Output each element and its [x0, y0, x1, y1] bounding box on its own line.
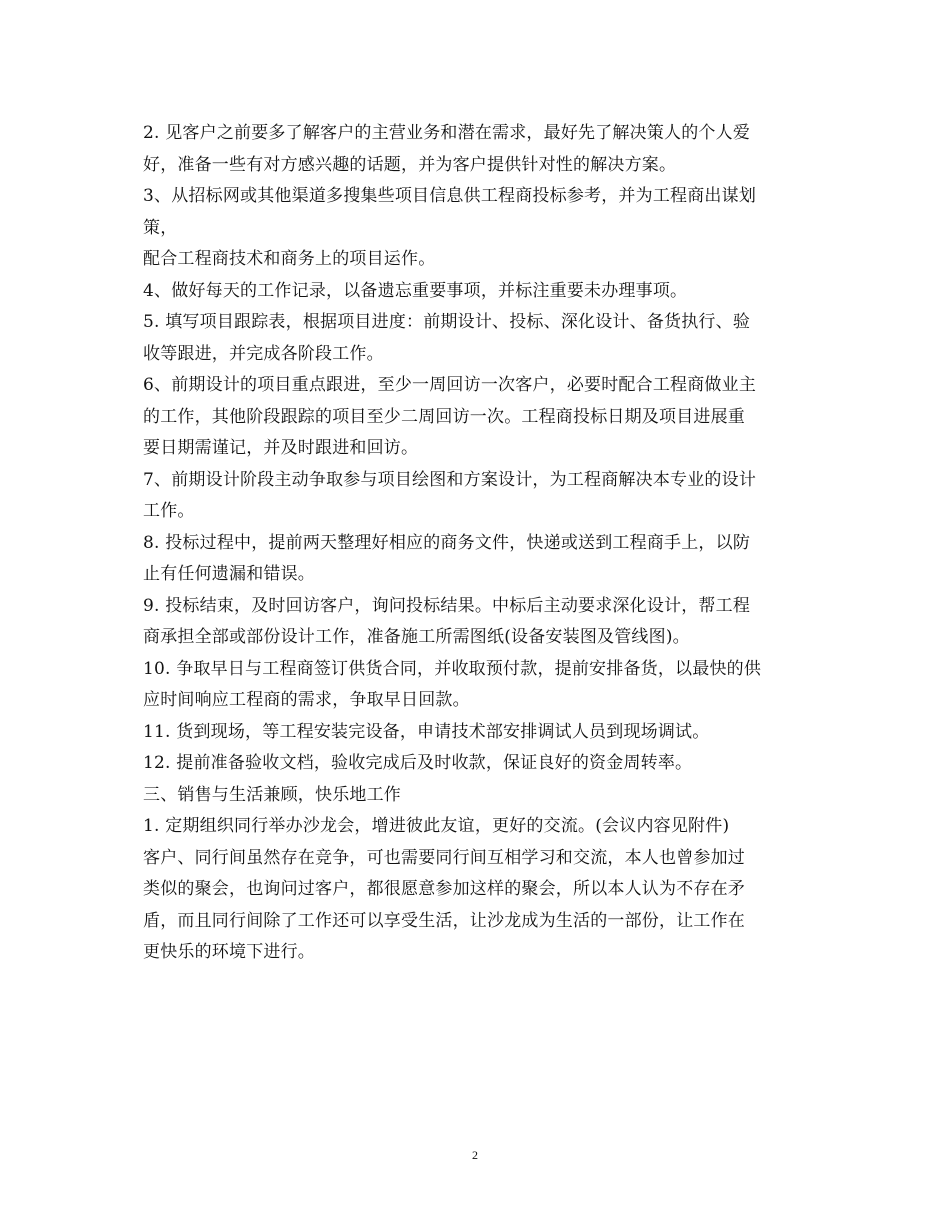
text-line: 收等跟进，并完成各阶段工作。: [143, 343, 384, 364]
text-line: 商承担全部或部份设计工作，准备施工所需图纸(设备安装图及管线图)。: [143, 627, 690, 647]
text-line: 7、前期设计阶段主动争取参与项目绘图和方案设计，为工程商解决本专业的设计: [143, 469, 757, 490]
text-line: 配合工程商技术和商务上的项目运作。: [143, 249, 436, 269]
section-heading: 三、销售与生活兼顾，快乐地工作: [143, 784, 401, 805]
text-line: 6、前期设计的项目重点跟进，至少一周回访一次客户，必要时配合工程商做业主: [143, 375, 757, 395]
text-line: 应时间响应工程商的需求，争取早日回款。: [143, 690, 470, 710]
text-line: 3、从招标网或其他渠道多搜集些项目信息供工程商投标参考，并为工程商出谋划: [143, 186, 757, 206]
text-line: 12. 提前准备验收文档，验收完成后及时收款，保证良好的资金周转率。: [143, 753, 693, 773]
text-line: 要日期需谨记，并及时跟进和回访。: [143, 438, 419, 458]
text-line: 策，: [143, 217, 178, 238]
text-line: 类似的聚会，也询问过客户，都很愿意参加这样的聚会，所以本人认为不存在矛: [143, 879, 745, 899]
text-line: 8. 投标过程中，提前两天整理好相应的商务文件，快递或送到工程商手上，以防: [143, 532, 751, 553]
text-line: 更快乐的环境下进行。: [143, 942, 315, 962]
text-line: 4、做好每天的工作记录，以备遗忘重要事项，并标注重要未办理事项。: [143, 280, 688, 301]
text-line: 10. 争取早日与工程商签订供货合同，并收取预付款，提前安排备货，以最快的供: [143, 658, 762, 679]
text-line: 的工作，其他阶段跟踪的项目至少二周回访一次。工程商投标日期及项目进展重: [143, 406, 745, 427]
text-line: 好，准备一些有对方感兴趣的话题，并为客户提供针对性的解决方案。: [143, 154, 677, 175]
text-line: 客户、同行间虽然存在竞争，可也需要同行间互相学习和交流，本人也曾参加过: [143, 847, 745, 868]
page-number: 2: [472, 1148, 478, 1162]
document-body: [143, 118, 813, 969]
text-line: 5. 填写项目跟踪表，根据项目进度：前期设计、投标、深化设计、备货执行、验: [143, 312, 751, 332]
text-line: 盾，而且同行间除了工作还可以享受生活，让沙龙成为生活的一部份，让工作在: [143, 910, 745, 931]
text-line: 2. 见客户之前要多了解客户的主营业务和潜在需求，最好先了解决策人的个人爱: [143, 123, 751, 143]
text-line: 工作。: [143, 501, 195, 521]
text-line: 止有任何遗漏和错误。: [143, 564, 315, 584]
text-line: 1. 定期组织同行举办沙龙会，增进彼此友谊，更好的交流。(会议内容见附件): [143, 816, 730, 836]
text-line: 11. 货到现场，等工程安装完设备，申请技术部安排调试人员到现场调试。: [143, 721, 710, 742]
text-line: 9. 投标结束，及时回访客户，询问投标结果。中标后主动要求深化设计，帮工程: [143, 595, 751, 616]
